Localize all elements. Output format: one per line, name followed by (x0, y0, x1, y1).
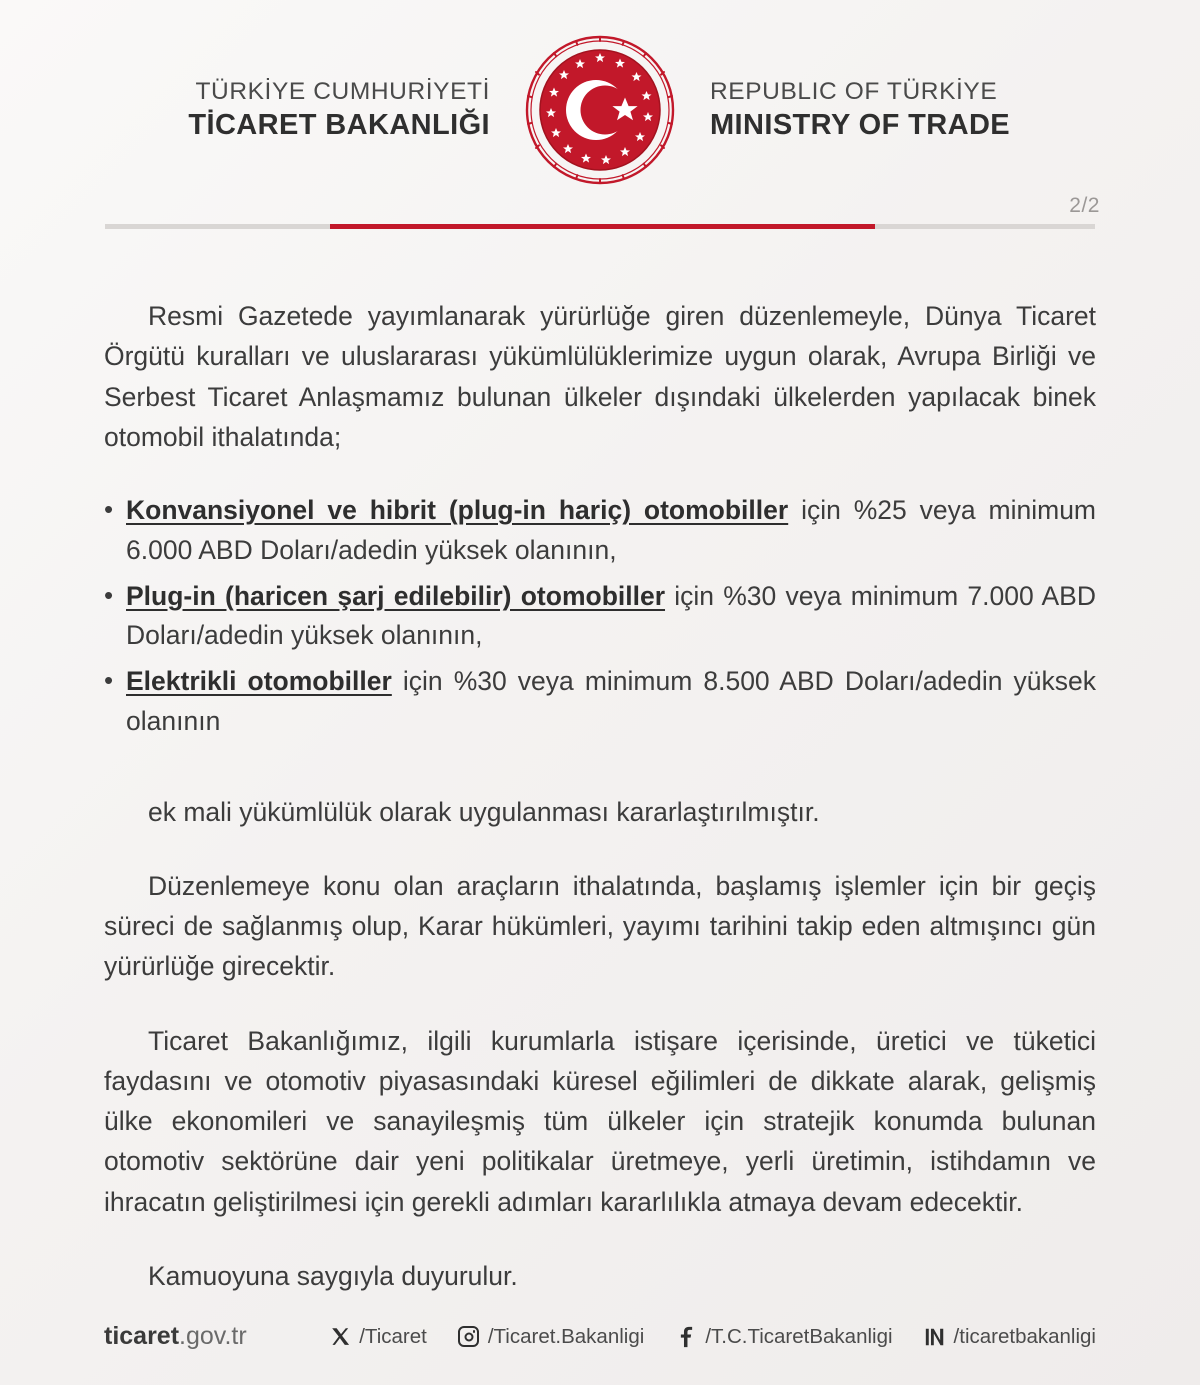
after-bullets-paragraph: ek mali yükümlülük olarak uygulanması kararlaştırılmıştır. (148, 796, 820, 827)
closing-paragraph: Kamuoyuna saygıyla duyurulur. (148, 1260, 518, 1291)
social-link-linkedin[interactable] (923, 1325, 1096, 1349)
footer-website-light: .gov.tr (179, 1322, 247, 1350)
document-header (0, 0, 1200, 186)
footer-website[interactable] (104, 1322, 247, 1351)
turkiye-republic-emblem-icon (524, 34, 676, 186)
list-item-rest: için %30 veya minimum 8.500 ABD Doları/adedin yüksek olanının (126, 666, 1096, 736)
ministry-statement-paragraph: Ticaret Bakanlığımız, ilgili kurumlarla istişare içerisinde, üretici ve tüketici faydasını ve otomotiv piyasasındaki küresel eğilimleri de dikkate alarak, gelişmiş ülke ekonomileri ve sanayileşmiş tüm ülkeler için stratejik konumda bulunan otomotiv sektörüne dair yeni politikalar üretmeye, yerli üretimin, istihdamın ve ihracatın geliştirilmesi için gerekli adımları kararlılıkla atmaya devam edecektir. (104, 1025, 1096, 1217)
header-english-line1: REPUBLIC OF TÜRKİYE (710, 78, 998, 105)
header-turkish-line1: TÜRKİYE CUMHURİYETİ (195, 78, 490, 105)
list-item (104, 662, 1096, 742)
measures-list (104, 491, 1096, 742)
social-label-x: /Ticaret (359, 1324, 427, 1348)
list-item (104, 577, 1096, 657)
list-item-rest: için %30 veya minimum 7.000 ABD Doları/adedin yüksek olanının, (126, 580, 1096, 651)
header-divider (0, 194, 1200, 244)
social-label-facebook: /T.C.TicaretBakanligi (705, 1324, 893, 1348)
divider-accent (330, 224, 875, 229)
header-english-title (676, 77, 1040, 143)
social-link-facebook[interactable] (674, 1325, 892, 1349)
linkedin-icon (923, 1325, 947, 1349)
list-item-emphasis: Plug-in (haricen şarj edilebilir) otomobiller (126, 580, 666, 611)
facebook-icon (674, 1325, 698, 1349)
instagram-icon (457, 1325, 481, 1349)
header-english-line2: MINISTRY OF TRADE (710, 108, 1011, 141)
footer-website-bold: ticaret (104, 1322, 180, 1350)
x-twitter-icon (328, 1325, 352, 1349)
list-item (104, 491, 1096, 571)
social-label-linkedin: /ticaretbakanligi (953, 1324, 1096, 1348)
footer-social-links (328, 1325, 1096, 1349)
document-footer (0, 1322, 1200, 1351)
list-item-emphasis: Konvansiyonel ve hibrit (plug-in hariç) otomobiller (126, 495, 789, 526)
document-body (0, 244, 1200, 1296)
page-number: 2/2 (1069, 194, 1100, 217)
list-item-rest: için %25 veya minimum 6.000 ABD Doları/adedin yüksek olanının, (126, 495, 1097, 565)
intro-paragraph: Resmi Gazetede yayımlanarak yürürlüğe giren düzenlemeyle, Dünya Ticaret Örgütü kuralları ve uluslararası yükümlülüklerimize uygun olarak, Avrupa Birliği ve Serbest Ticaret Anlaşmamız bulunan ülkeler dışındaki ülkelerden yapılacak binek otomobil ithalatında; (104, 301, 1096, 452)
transition-paragraph: Düzenlemeye konu olan araçların ithalatında, başlamış işlemler için bir geçiş süreci de sağlanmış olup, Karar hükümleri, yayımı tarihini takip eden altmışıncı gün yürürlüğe girecektir. (104, 870, 1096, 982)
social-link-instagram[interactable] (457, 1325, 644, 1349)
social-link-x[interactable] (328, 1325, 427, 1349)
header-turkish-title (160, 77, 524, 143)
social-label-instagram: /Ticaret.Bakanligi (487, 1324, 645, 1348)
header-turkish-line2: TİCARET BAKANLIĞI (188, 108, 490, 141)
list-item-emphasis: Elektrikli otomobiller (126, 666, 392, 697)
